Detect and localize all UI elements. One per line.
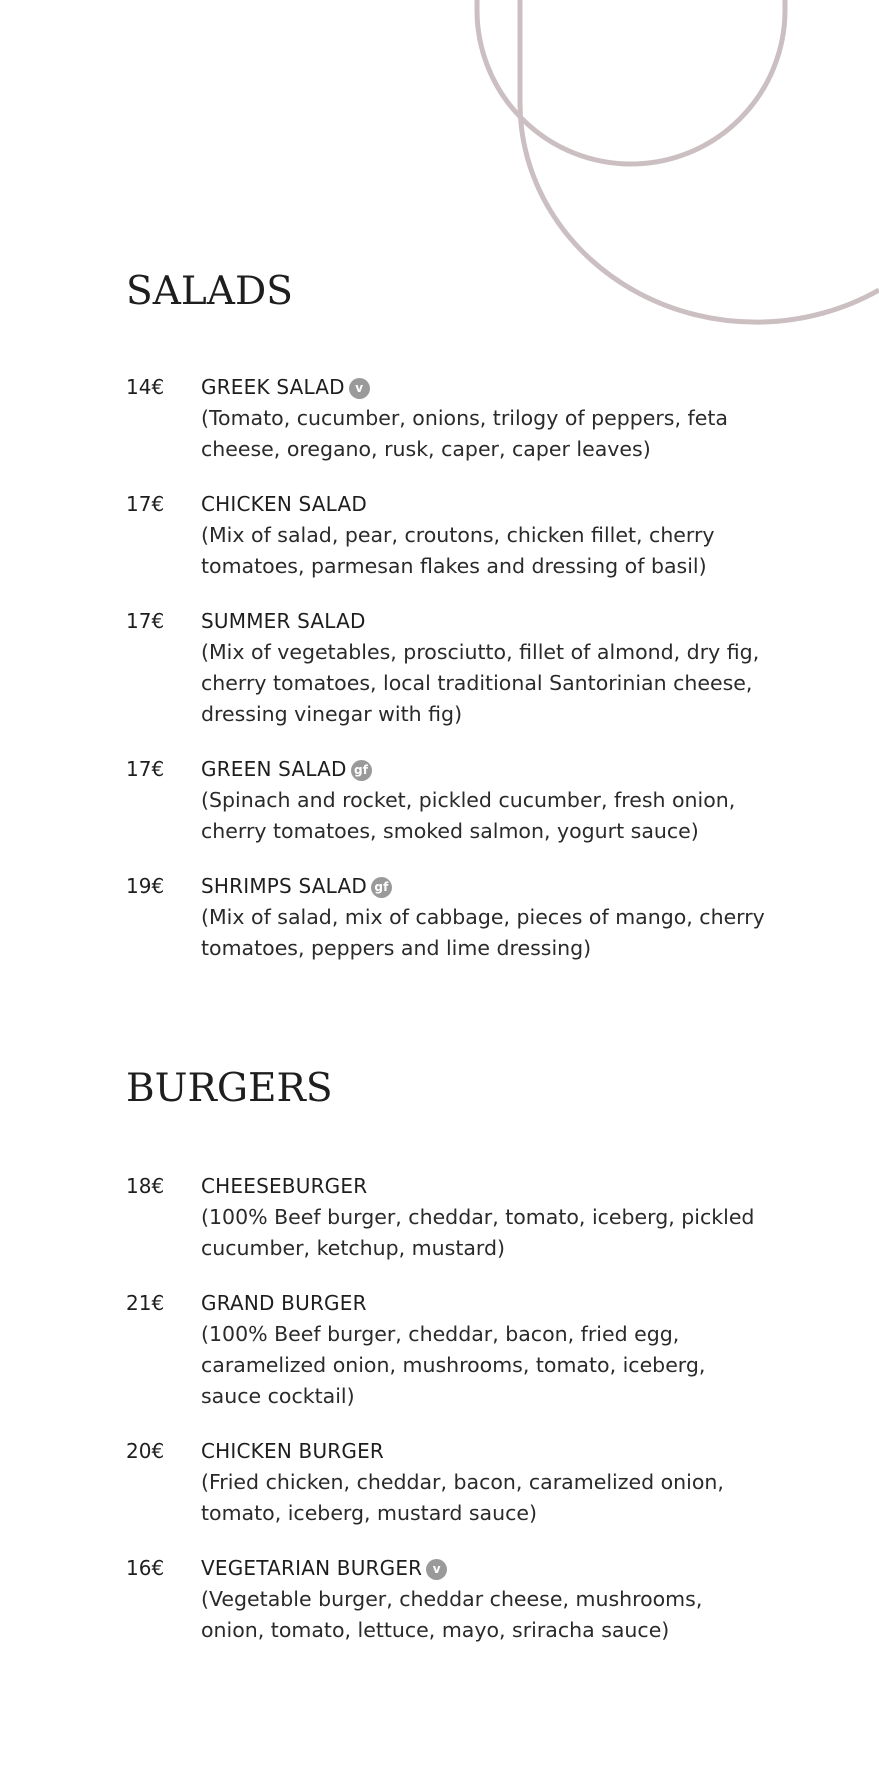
burgers-section xyxy=(126,1065,766,1642)
menu-item xyxy=(126,1436,766,1529)
item-description: (100% Beef burger, cheddar, bacon, fried egg, caramelized onion, mushrooms, tomato, iceberg, sauce cocktail) xyxy=(201,1322,706,1408)
item-description: (Vegetable burger, cheddar cheese, mushrooms, onion, tomato, lettuce, mayo, sriracha sauce) xyxy=(201,1587,703,1642)
item-name: SUMMER SALAD xyxy=(201,609,366,633)
menu-item xyxy=(126,372,766,465)
burgers-list xyxy=(126,1171,766,1646)
vegetarian-icon: v xyxy=(426,1559,447,1580)
menu-item xyxy=(126,871,766,964)
item-price: 17€ xyxy=(126,757,165,781)
menu-item xyxy=(126,754,766,847)
item-name: GREEN SALAD xyxy=(201,757,347,781)
item-description: (Fried chicken, cheddar, bacon, caramelized onion, tomato, iceberg, mustard sauce) xyxy=(201,1470,724,1525)
item-name: SHRIMPS SALAD xyxy=(201,874,367,898)
item-name: GREEK SALAD xyxy=(201,375,345,399)
item-name: GRAND BURGER xyxy=(201,1291,367,1315)
menu-item xyxy=(126,606,766,730)
salads-list xyxy=(126,372,766,964)
menu-item xyxy=(126,1553,766,1646)
gluten-free-icon: gf xyxy=(371,877,392,898)
menu-item xyxy=(126,1288,766,1412)
item-name: VEGETARIAN BURGER xyxy=(201,1556,423,1580)
item-price: 20€ xyxy=(126,1439,165,1463)
menu-item xyxy=(126,1171,766,1264)
item-price: 16€ xyxy=(126,1556,165,1580)
menu-item xyxy=(126,489,766,582)
vegetarian-icon: v xyxy=(349,378,370,399)
item-description: (Spinach and rocket, pickled cucumber, fresh onion, cherry tomatoes, smoked salmon, yogurt sauce) xyxy=(201,788,736,843)
section-title-burgers: BURGERS xyxy=(126,1066,333,1111)
item-description: (Mix of salad, mix of cabbage, pieces of mango, cherry tomatoes, peppers and lime dressing) xyxy=(201,905,765,960)
item-description: (Tomato, cucumber, onions, trilogy of peppers, feta cheese, oregano, rusk, caper, caper leaves) xyxy=(201,406,728,461)
item-price: 17€ xyxy=(126,609,165,633)
salads-section xyxy=(126,268,766,960)
item-name: CHEESEBURGER xyxy=(201,1174,368,1198)
item-price: 18€ xyxy=(126,1174,165,1198)
item-description: (100% Beef burger, cheddar, tomato, iceberg, pickled cucumber, ketchup, mustard) xyxy=(201,1205,755,1260)
item-name: CHICKEN BURGER xyxy=(201,1439,385,1463)
item-price: 14€ xyxy=(126,375,165,399)
item-name: CHICKEN SALAD xyxy=(201,492,367,516)
item-description: (Mix of vegetables, prosciutto, fillet of almond, dry fig, cherry tomatoes, local traditional Santorinian cheese, dressing vinegar with fig) xyxy=(201,640,760,726)
gluten-free-icon: gf xyxy=(351,760,372,781)
section-title-salads: SALADS xyxy=(126,269,293,314)
item-price: 21€ xyxy=(126,1291,165,1315)
item-price: 19€ xyxy=(126,874,165,898)
item-price: 17€ xyxy=(126,492,165,516)
item-description: (Mix of salad, pear, croutons, chicken fillet, cherry tomatoes, parmesan flakes and dressing of basil) xyxy=(201,523,715,578)
